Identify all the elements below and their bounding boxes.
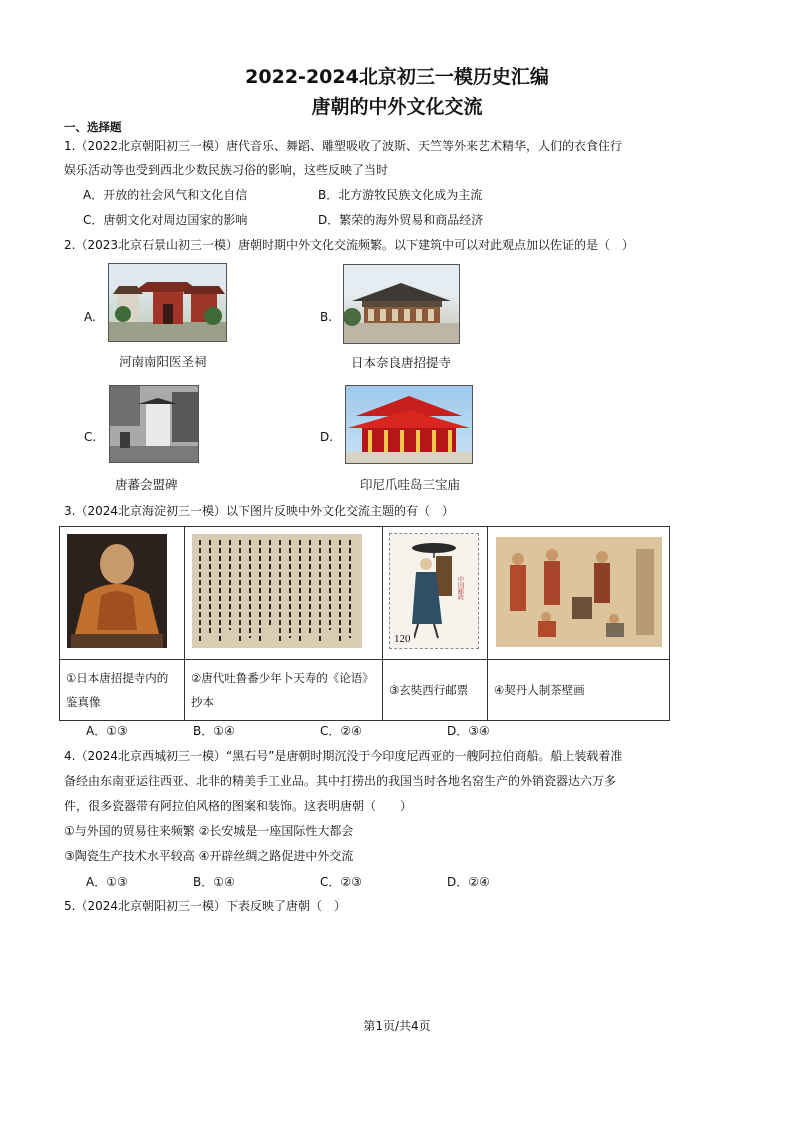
q3-cell-3-caption: ③玄奘西行邮票 [383, 660, 488, 721]
q3-option-c: C．②④ [320, 724, 362, 738]
stamp-value-text: 120 [394, 633, 411, 645]
q4-option-b: B．①④ [193, 875, 235, 889]
q1-option-a: A．开放的社会风气和文化自信 [83, 188, 248, 202]
q3-stem: 3.（2024北京海淀初三一模）以下图片反映中外文化交流主题的有（ ） [64, 504, 454, 518]
q4-option-a: A．①③ [86, 875, 128, 889]
q3-cell-2-image [185, 527, 383, 660]
q3-image-table [59, 526, 670, 721]
q2-option-d-letter: D. [320, 430, 334, 444]
q2-option-b-letter: B. [320, 310, 333, 324]
q4-option-d: D．②④ [447, 875, 490, 889]
page-footer: 第1页/共4页 [363, 1019, 431, 1033]
q2-option-c-letter: C. [84, 430, 97, 444]
q4-statements-2: ③陶瓷生产技术水平较高 ④开辟丝绸之路促进中外交流 [64, 849, 354, 863]
q1-option-d: D．繁荣的海外贸易和商品经济 [318, 213, 484, 227]
q3-option-d: D．③④ [447, 724, 490, 738]
section-heading: 一、选择题 [64, 120, 122, 134]
q1-option-b: B．北方游牧民族文化成为主流 [318, 188, 483, 202]
q3-cell-1-caption: ①日本唐招提寺内的鉴真像 [60, 660, 185, 721]
q5-stem: 5.（2024北京朝阳初三一模）下表反映了唐朝（ ） [64, 899, 346, 913]
q3-cell-4-image [488, 527, 670, 660]
q3-cell-2-caption: ②唐代吐鲁番少年卜天寿的《论语》抄本 [185, 660, 383, 721]
ganjin-statue-photo [67, 534, 167, 648]
q3-option-a: A．①③ [86, 724, 128, 738]
q4-stem-line2: 备经由东南亚运往西亚、北非的精美手工业品。其中打捞出的我国当时各地名窑生产的外销瓷器达六万多 [64, 774, 617, 788]
q4-stem-line1: 4.（2024北京西城初三一模）“黑石号”是唐朝时期沉没于今印度尼西亚的一艘阿拉伯商船。船上装载着准 [64, 749, 623, 763]
q3-option-b: B．①④ [193, 724, 235, 738]
q2-option-b-caption: 日本奈良唐招提寺 [351, 355, 452, 370]
doc-title-line1: 2022-2024北京初三一模历史汇编 [245, 66, 549, 88]
doc-title-line2: 唐朝的中外文化交流 [311, 96, 483, 118]
xuanzang-stamp [389, 533, 479, 649]
analects-manuscript-photo [192, 534, 362, 648]
q4-statements-1: ①与外国的贸易往来频繁 ②长安城是一座国际性大都会 [64, 824, 354, 838]
q3-cell-1-image [60, 527, 185, 660]
photo-toshodaiji [343, 264, 460, 344]
q3-cell-4-caption: ④契丹人制茶壁画 [488, 660, 670, 721]
q2-stem: 2.（2023北京石景山初三一模）唐朝时期中外文化交流频繁。以下建筑中可以对此观点加以佐证的是（ ） [64, 238, 634, 252]
q2-option-c-caption: 唐蕃会盟碑 [115, 477, 178, 492]
q1-option-c: C．唐朝文化对周边国家的影响 [83, 213, 248, 227]
q1-stem-line2: 娱乐活动等也受到西北少数民族习俗的影响，这些反映了当时 [64, 163, 389, 177]
q3-cell-3-image [383, 527, 488, 660]
q2-option-d-caption: 印尼爪哇岛三宝庙 [360, 477, 461, 492]
q2-option-a-caption: 河南南阳医圣祠 [119, 354, 207, 369]
q1-stem-line1: 1.（2022北京朝阳初三一模）唐代音乐、舞蹈、雕塑吸收了波斯、天竺等外来艺术精华，人们的衣食住行 [64, 139, 622, 153]
photo-tangfan-stele [109, 385, 199, 463]
photo-yishengci [108, 263, 227, 342]
photo-sam-poo-kong [345, 385, 473, 464]
q2-option-a-letter: A. [84, 310, 96, 324]
stamp-country-text: 中国邮政 [456, 576, 464, 600]
q4-stem-line3: 件，很多瓷器带有阿拉伯风格的图案和装饰。这表明唐朝（ ） [64, 799, 413, 813]
khitan-tea-mural [496, 537, 662, 647]
q4-option-c: C．②③ [320, 875, 362, 889]
